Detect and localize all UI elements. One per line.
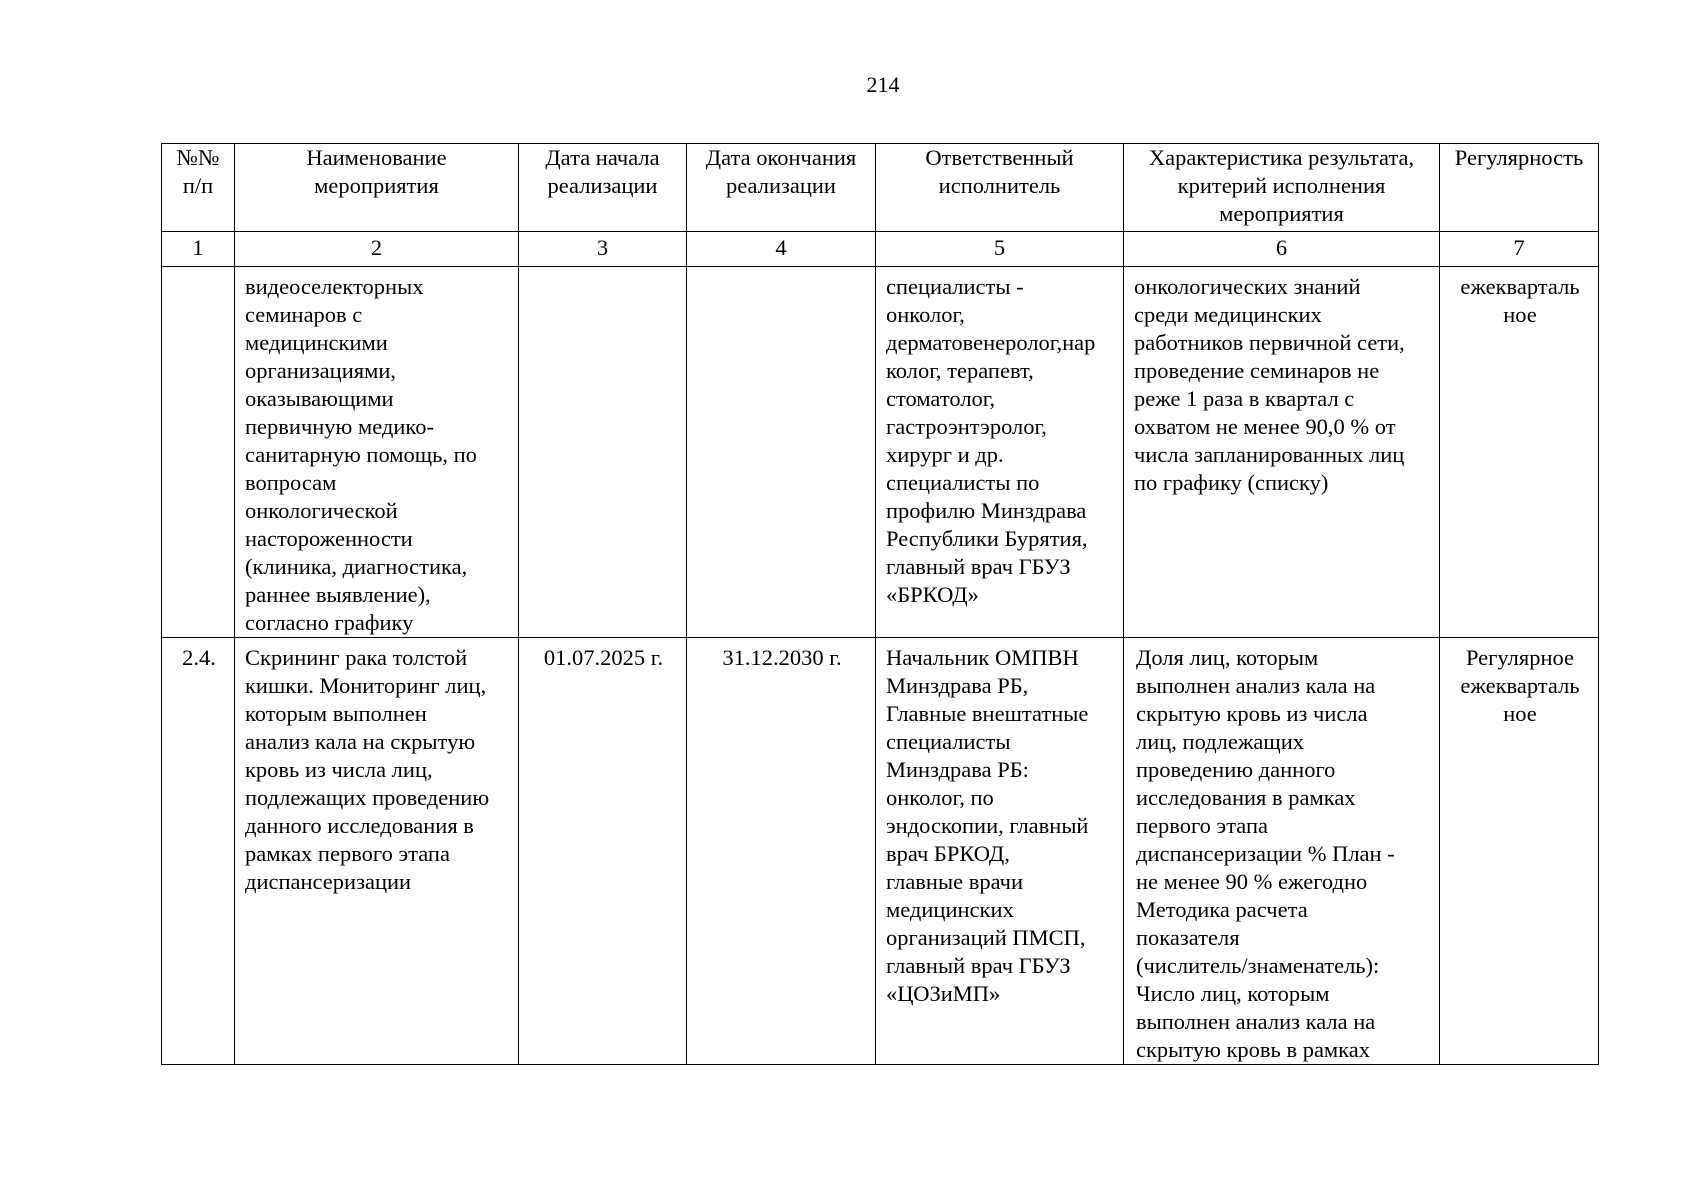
regularity-cell: Регулярное ежекварталь ное: [1440, 638, 1599, 1065]
measures-table: [161, 143, 1599, 1065]
header-number: №№ п/п: [162, 144, 235, 232]
page-number: 214: [866, 72, 900, 97]
measure-name-cell: Скрининг рака толстой кишки. Мониторинг лиц, которым выполнен анализ кала на скрытую кровь из числа лиц, подлежащих проведению данного исследования в рамках первого этапа диспансеризации: [235, 638, 519, 1065]
start-date-cell: [519, 267, 687, 638]
start-date-cell: 01.07.2025 г.: [519, 638, 687, 1065]
responsible-cell: Начальник ОМПВН Минздрава РБ, Главные внештатные специалисты Минздрава РБ: онколог, по эндоскопии, главный врач БРКОД, главные врачи медицинских организаций ПМСП, главный врач ГБУЗ «ЦОЗиМП»: [876, 638, 1124, 1065]
end-date-cell: [687, 267, 876, 638]
responsible-cell: специалисты - онколог, дерматовенеролог,нар колог, терапевт, стоматолог, гастроэнтэролог, хирург и др. специалисты по профилю Минздрава Республики Бурятия, главный врач ГБУЗ «БРКОД»: [876, 267, 1124, 638]
row-number-cell: 2.4.: [162, 638, 235, 1065]
header-row: [162, 144, 1599, 232]
column-number: 3: [519, 232, 687, 267]
header-result: Характеристика результата, критерий исполнения мероприятия: [1124, 144, 1440, 232]
header-responsible: Ответственный исполнитель: [876, 144, 1124, 232]
end-date-cell: 31.12.2030 г.: [687, 638, 876, 1065]
column-number: 7: [1440, 232, 1599, 267]
header-end-date: Дата окончания реализации: [687, 144, 876, 232]
column-number-row: [162, 232, 1599, 267]
column-number: 4: [687, 232, 876, 267]
regularity-cell: ежекварталь ное: [1440, 267, 1599, 638]
measure-name-cell: видеоселекторных семинаров с медицинскими организациями, оказывающими первичную медико- санитарную помощь, по вопросам онкологической настороженности (клиника, диагностика, раннее выявление), согласно графику: [235, 267, 519, 638]
table-row: [162, 638, 1599, 1065]
header-name: Наименование мероприятия: [235, 144, 519, 232]
table-row: [162, 267, 1599, 638]
header-regularity: Регулярность: [1440, 144, 1599, 232]
row-number-cell: [162, 267, 235, 638]
column-number: 6: [1124, 232, 1440, 267]
result-cell: Доля лиц, которым выполнен анализ кала на скрытую кровь из числа лиц, подлежащих проведению данного исследования в рамках первого этапа диспансеризации % План - не менее 90 % ежегодно Методика расчета показателя (числитель/знаменатель): Число лиц, которым выполнен анализ кала на скрытую кровь в рамках: [1124, 638, 1440, 1065]
header-start-date: Дата начала реализации: [519, 144, 687, 232]
column-number: 5: [876, 232, 1124, 267]
result-cell: онкологических знаний среди медицинских работников первичной сети, проведение семинаров не реже 1 раза в квартал с охватом не менее 90,0 % от числа запланированных лиц по графику (списку): [1124, 267, 1440, 638]
column-number: 1: [162, 232, 235, 267]
column-number: 2: [235, 232, 519, 267]
